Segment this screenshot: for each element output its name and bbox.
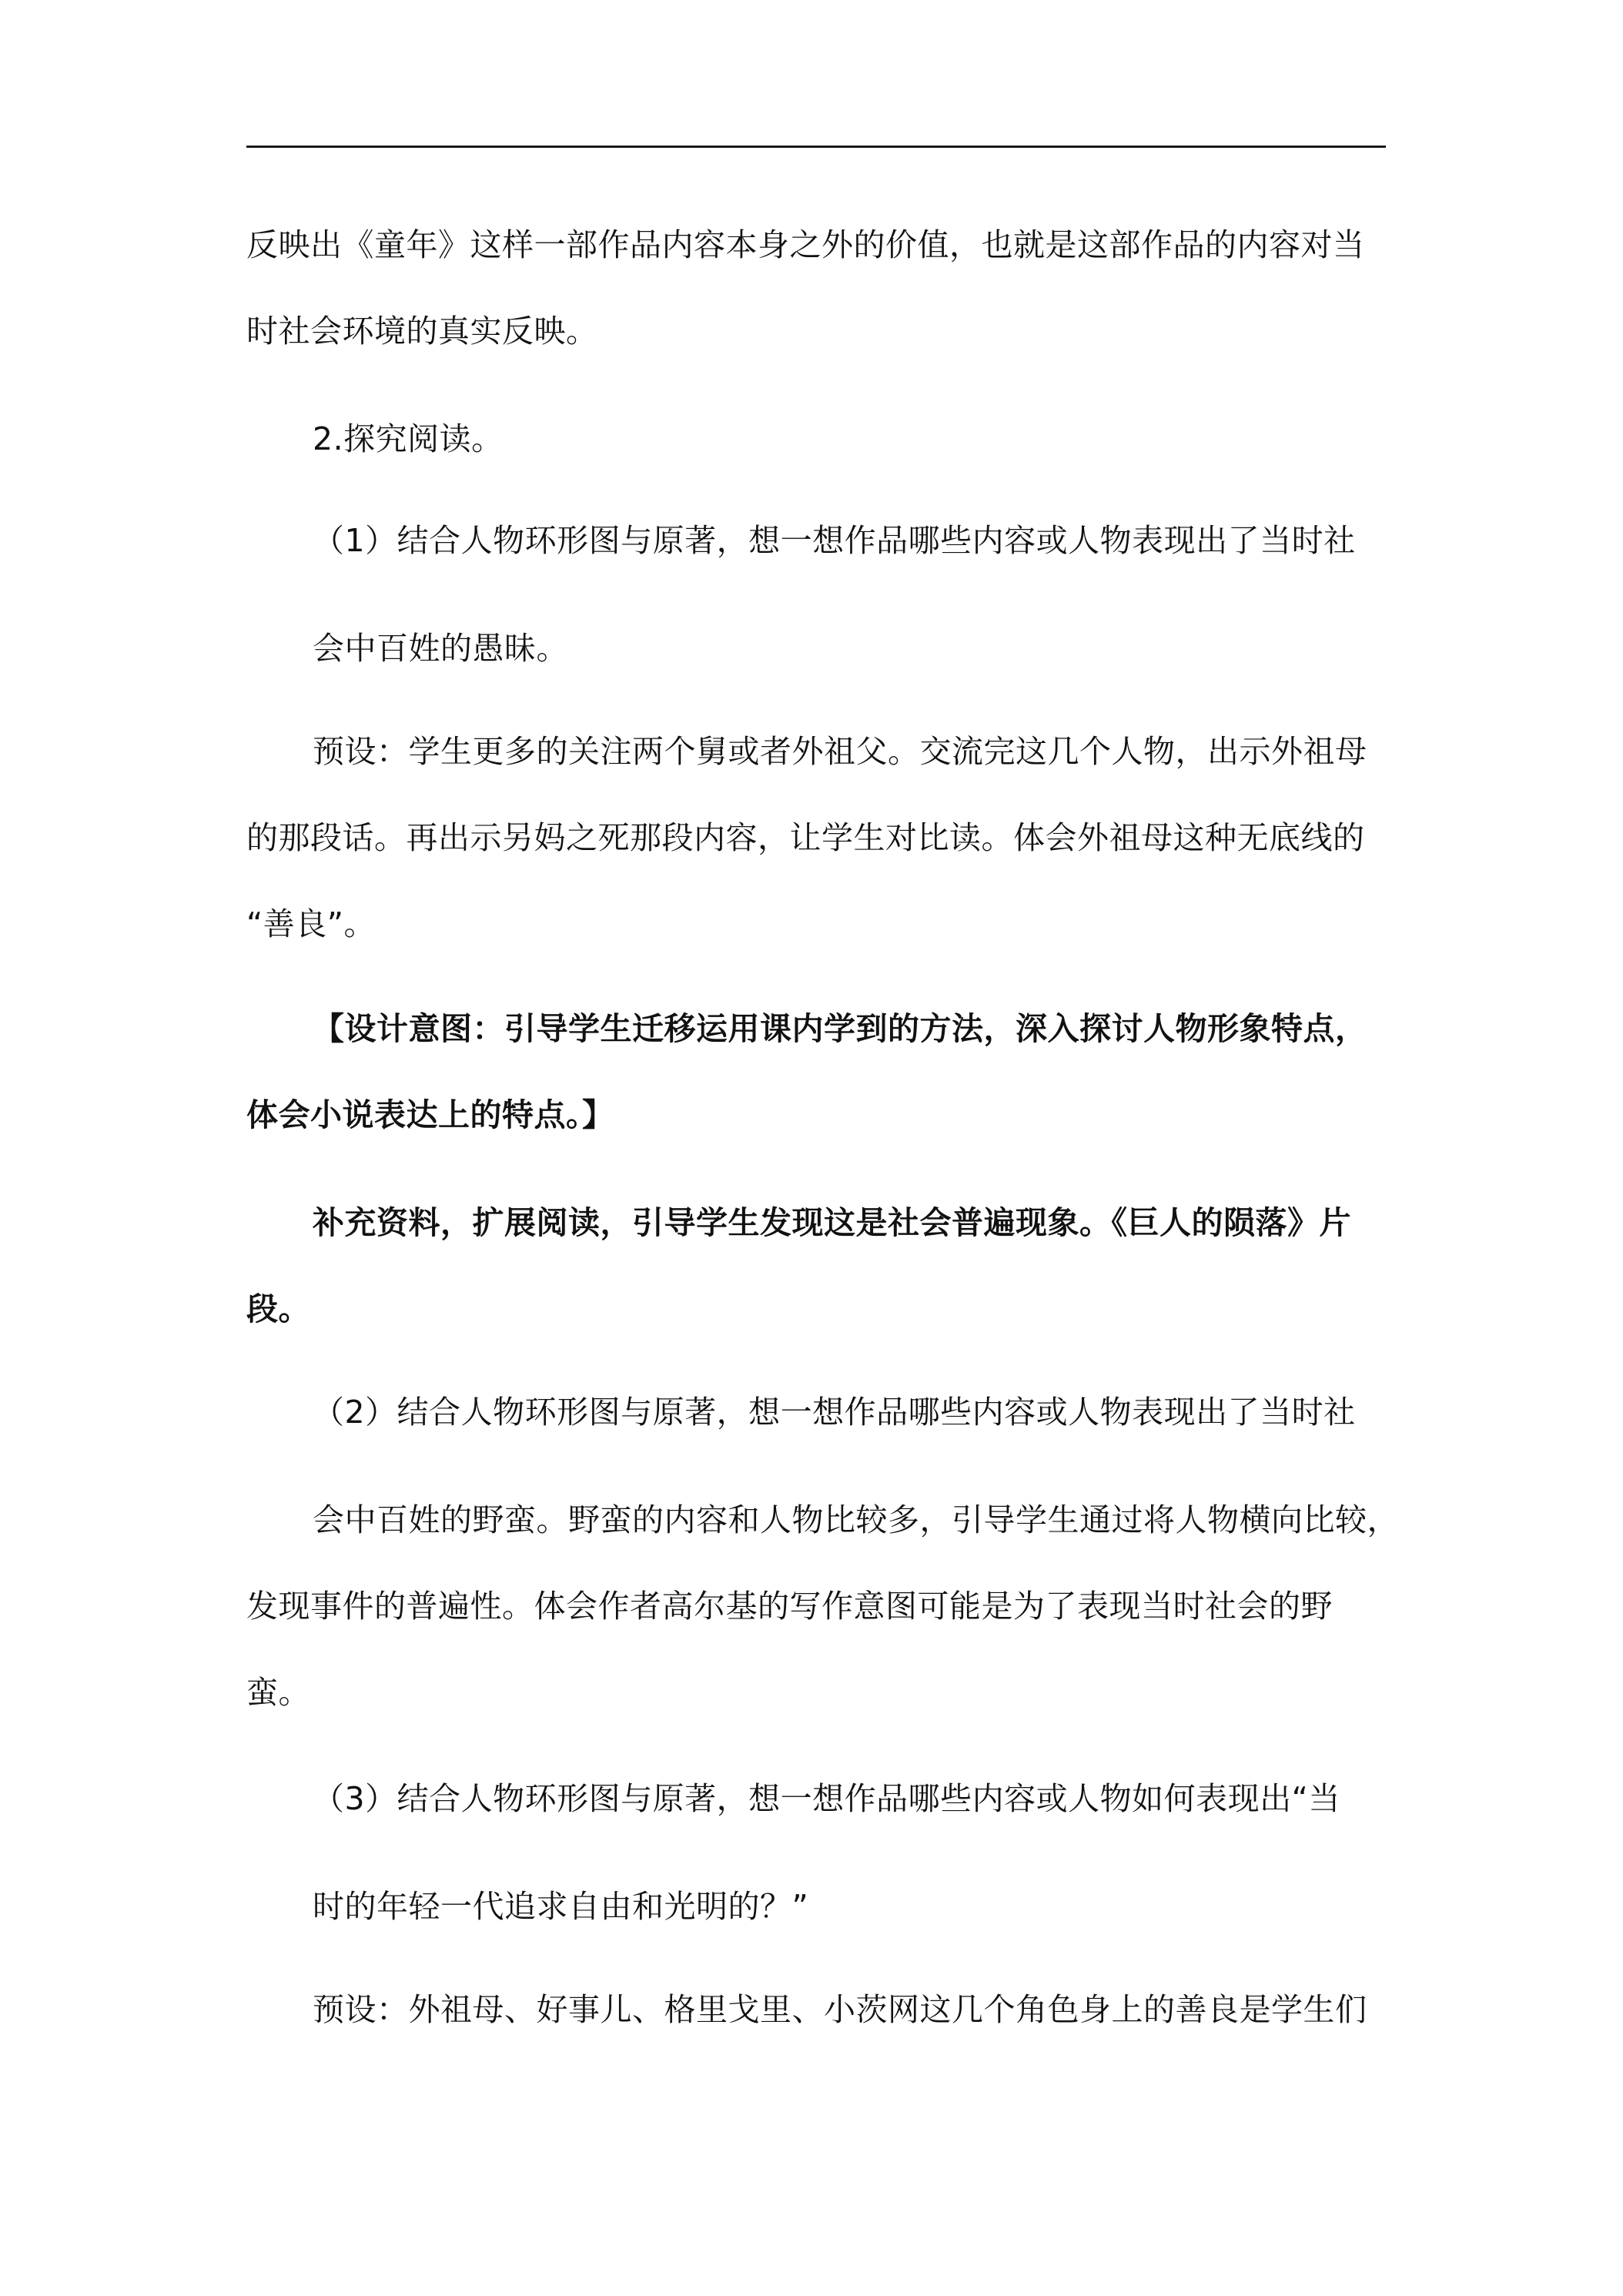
body-line: 预设：外祖母、好事儿、格里戈里、小茨网这几个角色身上的善良是学生们	[313, 1991, 1367, 2028]
design-intent-line: 体会小说表达上的特点。】	[246, 1096, 614, 1133]
supplement-line: 补充资料，扩展阅读，引导学生发现这是社会普遍现象。《巨人的陨落》片	[313, 1204, 1351, 1241]
question-line: 时的年轻一代追求自由和光明的？”	[313, 1888, 809, 1925]
body-line: 蛮。	[246, 1674, 310, 1711]
question-line: （3）结合人物环形图与原著，想一想作品哪些内容或人物如何表现出“当	[313, 1780, 1340, 1817]
header-rule	[246, 146, 1386, 148]
body-line: 反映出《童年》这样一部作品内容本身之外的价值，也就是这部作品的内容对当	[246, 226, 1365, 263]
body-line: 时社会环境的真实反映。	[246, 313, 598, 350]
question-line: （1）结合人物环形图与原著，想一想作品哪些内容或人物表现出了当时社	[313, 522, 1356, 559]
body-line: “善良”。	[246, 905, 376, 942]
body-line: 的那段话。再出示另妈之死那段内容，让学生对比读。体会外祖母这种无底线的	[246, 819, 1365, 856]
body-line: 发现事件的普遍性。体会作者高尔基的写作意图可能是为了表现当时社会的野	[246, 1588, 1333, 1625]
design-intent-line: 【设计意图：引导学生迁移运用课内学到的方法，深入探讨人物形象特点，	[313, 1010, 1367, 1047]
body-line: 会中百姓的野蛮。野蛮的内容和人物比较多，引导学生通过将人物横向比较，	[313, 1501, 1399, 1538]
body-line: 预设：学生更多的关注两个舅或者外祖父。交流完这几个人物，出示外祖母	[313, 733, 1367, 770]
supplement-line: 段。	[246, 1290, 310, 1327]
question-line: 会中百姓的愚昧。	[313, 630, 568, 667]
section-heading: 2.探究阅读。	[313, 420, 504, 457]
question-line: （2）结合人物环形图与原著，想一想作品哪些内容或人物表现出了当时社	[313, 1394, 1356, 1431]
